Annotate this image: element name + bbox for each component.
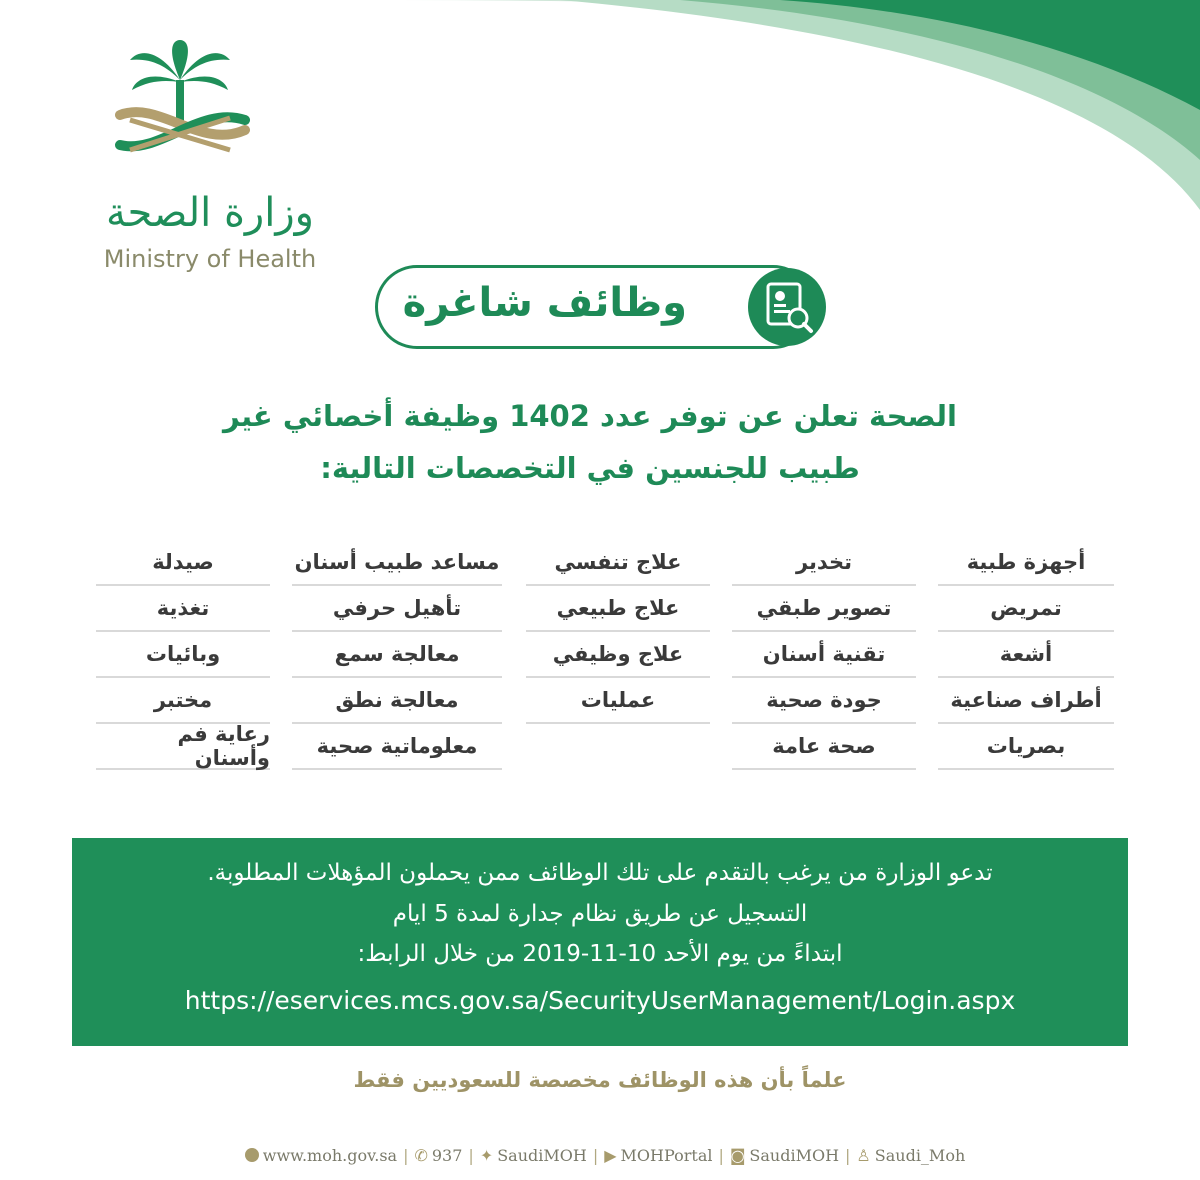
footer-website-text: www.moh.gov.sa xyxy=(262,1145,398,1165)
saudi-only-note: علماً بأن هذه الوظائف مخصصة للسعوديين فقط xyxy=(353,1068,847,1092)
twitter-icon: ✦ xyxy=(479,1145,494,1165)
headline-line-2: طبيب للجنسين في التخصصات التالية: xyxy=(320,451,860,485)
specialty-item: تخدير xyxy=(732,540,916,586)
specialty-item: صحة عامة xyxy=(732,724,916,770)
specialty-item: أشعة xyxy=(938,632,1114,678)
footer-phone[interactable] xyxy=(414,1146,462,1165)
application-info-box xyxy=(72,838,1128,1046)
specialty-item: أطراف صناعية xyxy=(938,678,1114,724)
specialty-item: تأهيل حرفي xyxy=(292,586,502,632)
specialty-item: تقنية أسنان xyxy=(732,632,916,678)
specialties-grid xyxy=(96,540,1116,780)
footer-instagram-text: SaudiMOH xyxy=(749,1145,840,1165)
youtube-icon: ▶ xyxy=(604,1145,617,1165)
footer-contacts xyxy=(225,1140,985,1170)
logo-english-text: Ministry of Health xyxy=(103,245,317,273)
specialty-item: معالجة نطق xyxy=(292,678,502,724)
footer-separator: | xyxy=(592,1145,599,1165)
snapchat-icon: ♙ xyxy=(856,1145,871,1165)
footer-twitter-text: SaudiMOH xyxy=(497,1145,587,1165)
footer-snapchat-text: Saudi_Moh xyxy=(874,1145,966,1165)
specialties-column-3 xyxy=(526,540,710,724)
specialty-item: جودة صحية xyxy=(732,678,916,724)
footer-youtube-text: MOHPortal xyxy=(620,1145,713,1165)
specialty-item: صيدلة xyxy=(96,540,270,586)
footer-instagram[interactable] xyxy=(730,1146,839,1165)
specialty-item: وبائيات xyxy=(96,632,270,678)
moh-palm-swords-logo-icon xyxy=(90,40,270,180)
specialty-item: أجهزة طبية xyxy=(938,540,1114,586)
specialty-item: مختبر xyxy=(96,678,270,724)
instagram-icon: ◙ xyxy=(729,1145,746,1165)
info-line-1: تدعو الوزارة من يرغب بالتقدم على تلك الوظائف ممن يحملون المؤهلات المطلوبة. xyxy=(207,860,993,886)
specialty-item: عمليات xyxy=(526,678,710,724)
footer-snapchat[interactable] xyxy=(856,1146,965,1165)
announcement-headline xyxy=(180,390,1000,494)
vacancies-title: وظائف شاغرة xyxy=(402,280,687,326)
specialty-item: علاج وظيفي xyxy=(526,632,710,678)
headline-line-1: الصحة تعلن عن توفر عدد 1402 وظيفة أخصائي غير xyxy=(223,399,957,433)
moh-logo xyxy=(60,40,317,273)
specialties-column-5 xyxy=(96,540,270,770)
specialty-item: بصريات xyxy=(938,724,1114,770)
specialties-column-1 xyxy=(938,540,1114,770)
specialty-item: تمريض xyxy=(938,586,1114,632)
footer-youtube[interactable] xyxy=(604,1146,712,1165)
specialty-item: تغذية xyxy=(96,586,270,632)
specialty-item: علاج تنفسي xyxy=(526,540,710,586)
footer-website[interactable] xyxy=(245,1146,397,1165)
globe-icon xyxy=(245,1148,259,1162)
specialty-item: رعاية فم وأسنان xyxy=(96,724,270,770)
logo-arabic-text: وزارة الصحة xyxy=(106,190,314,236)
specialty-item: معالجة سمع xyxy=(292,632,502,678)
specialty-item: معلوماتية صحية xyxy=(292,724,502,770)
footer-twitter[interactable] xyxy=(480,1146,587,1165)
footer-phone-text: 937 xyxy=(431,1145,463,1165)
specialties-column-2 xyxy=(732,540,916,770)
footer-separator: | xyxy=(403,1145,409,1165)
phone-icon: ✆ xyxy=(414,1145,428,1165)
registration-link[interactable]: https://eservices.mcs.gov.sa/SecurityUserManagement/Login.aspx xyxy=(184,986,1016,1015)
resume-search-icon xyxy=(748,268,826,346)
footer-separator: | xyxy=(468,1145,474,1165)
specialty-item: مساعد طبيب أسنان xyxy=(292,540,502,586)
footer-separator: | xyxy=(718,1145,724,1165)
specialties-column-4 xyxy=(292,540,502,770)
info-line-2: التسجيل عن طريق نظام جدارة لمدة 5 ايام xyxy=(392,901,808,927)
specialty-item: تصوير طبقي xyxy=(732,586,916,632)
info-line-3: ابتداءً من يوم الأحد 10-11-2019 من خلال الرابط: xyxy=(357,941,843,967)
footer-separator: | xyxy=(845,1145,851,1165)
specialty-item: علاج طبيعي xyxy=(526,586,710,632)
